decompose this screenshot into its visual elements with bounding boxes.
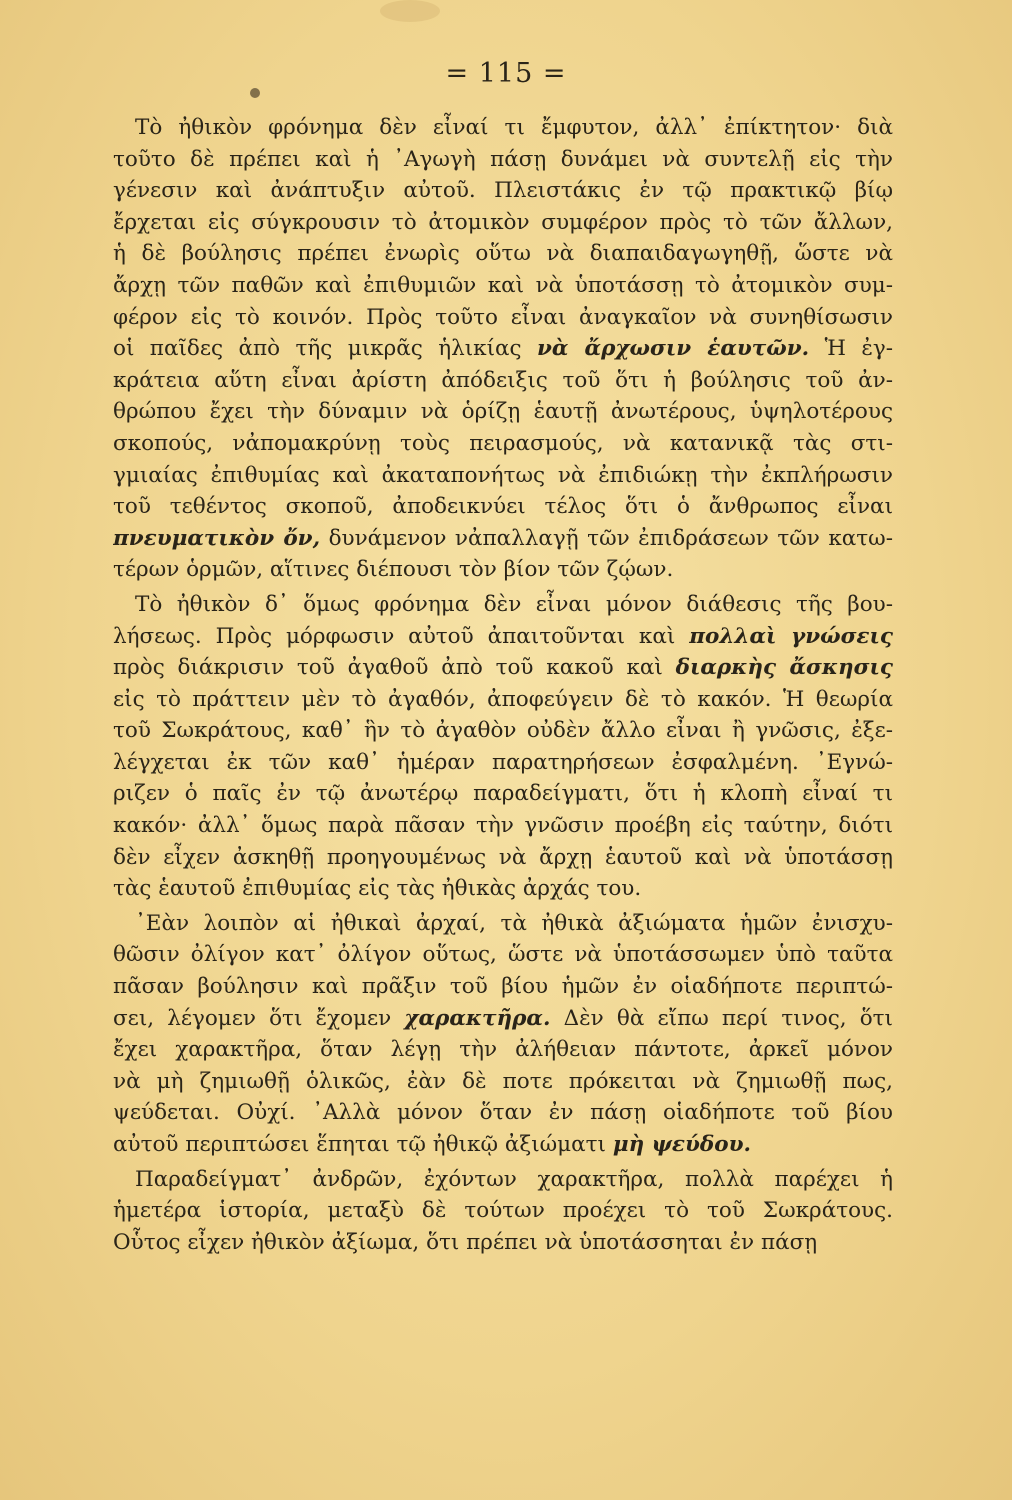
text-line [113,939,893,971]
text-segment: Δὲν θὰ εἴπω περί τινος, ὅτι [550,1005,893,1031]
text-segment: δὲν εἶχεν ἀσκηθῇ προηγουμένως νὰ ἄρχῃ ἑαυτοῦ καὶ νὰ ὑποτάσσῃ [113,844,893,870]
text-line [113,908,893,940]
text-line [113,810,893,842]
paper-stain [380,0,440,22]
paper-stain [250,88,260,98]
text-segment: τὰς ἑαυτοῦ ἐπιθυμίας εἰς τὰς ἠθικὰς ἀρχάς του. [113,876,642,902]
text-line [113,302,893,334]
text-line [113,715,893,747]
text-line [113,1034,893,1066]
text-segment: φέρον εἰς τὸ κοινόν. Πρὸς τοῦτο εἶναι ἀναγκαῖον νὰ συνηθίσωσιν [113,304,893,330]
text-segment: Ἡ ἐγ- [809,336,893,362]
text-segment: σκοπούς, νἀπομακρύνῃ τοὺς πειρασμούς, νὰ κατανικᾷ τὰς στι- [113,430,893,456]
text-line [113,1129,893,1161]
paragraph [113,1164,893,1259]
text-line [113,778,893,810]
text-line [113,207,893,239]
text-segment: ἡμετέρα ἱστορία, μεταξὺ δὲ τούτων προέχει τὸ τοῦ Σωκράτους. [113,1198,893,1224]
text-segment: τοῦτο δὲ πρέπει καὶ ἡ ᾽Αγωγὴ πάσῃ δυνάμει νὰ συντελῇ εἰς τὴν [113,146,893,172]
text-line [113,1195,893,1227]
text-segment: ἔρχεται εἰς σύγκρουσιν τὸ ἀτομικὸν συμφέρον πρὸς τὸ τῶν ἄλλων, [113,209,893,235]
emphasized-text: διαρκὴς ἄσκησις [675,655,893,681]
text-segment: πᾶσαν βούλησιν καὶ πρᾶξιν τοῦ βίου ἡμῶν ἐν οἱαδήποτε περιπτώ- [113,974,893,1000]
text-line [113,589,893,621]
page-number: = 115 = [445,58,567,89]
text-segment: αὐτοῦ περιπτώσει ἕπηται τῷ ἠθικῷ ἀξιώματι [113,1132,613,1157]
text-line [113,428,893,460]
text-line [113,238,893,270]
emphasized-text: πνευματικὸν ὄν, [113,525,321,551]
text-line [113,842,893,874]
text-line [113,554,893,586]
text-segment: θῶσιν ὀλίγον κατ᾽ ὀλίγον οὕτως, ὥστε νὰ ὑποτάσσωμεν ὑπὸ ταῦτα [113,942,893,968]
body-text [113,112,893,1258]
text-segment: ἔχει χαρακτῆρα, ὅταν λέγῃ τὴν ἀλήθειαν πάντοτε, ἀρκεῖ μόνον [113,1037,893,1063]
text-line [113,1097,893,1129]
text-line [113,270,893,302]
text-segment: γένεσιν καὶ ἀνάπτυξιν αὐτοῦ. Πλειστάκις ἐν τῷ πρακτικῷ βίῳ [113,178,893,204]
text-line [113,460,893,492]
text-segment: ᾽Εὰν λοιπὸν αἱ ἠθικαὶ ἀρχαί, τὰ ἠθικὰ ἀξιώματα ἡμῶν ἐνισχυ- [135,910,893,936]
emphasized-text: πολλαὶ γνώσεις [689,623,893,649]
text-line [113,1164,893,1196]
text-segment: Οὗτος εἶχεν ἠθικὸν ἀξίωμα, ὅτι πρέπει νὰ ὑποτάσσηται ἐν πάσῃ [113,1229,818,1255]
text-segment: τέρων ὁρμῶν, αἵτινες διέπουσι τὸν βίον τῶν ζῴων. [113,557,674,583]
text-line [113,523,893,555]
text-line [113,1227,893,1259]
text-segment: κακόν· ἀλλ᾽ ὅμως παρὰ πᾶσαν τὴν γνῶσιν προέβη εἰς ταύτην, διότι [113,813,893,839]
text-line [113,621,893,653]
text-segment: λήσεως. Πρὸς μόρφωσιν αὐτοῦ ἀπαιτοῦνται καὶ [113,623,690,649]
emphasized-text: νὰ ἄρχωσιν ἑαυτῶν. [537,336,810,362]
text-segment: νὰ μὴ ζημιωθῇ ὁλικῶς, ἐὰν δὲ ποτε πρόκειται νὰ ζημιωθῇ πως, [113,1068,893,1094]
text-line [113,684,893,716]
text-line [113,971,893,1003]
text-line [113,1003,893,1035]
text-segment: Τὸ ἠθικὸν φρόνημα δὲν εἶναί τι ἔμφυτον, ἀλλ᾽ ἐπίκτητον· διὰ [135,115,893,140]
text-line [113,396,893,428]
text-line [113,1066,893,1098]
text-line [113,333,893,365]
text-segment: θρώπου ἔχει τὴν δύναμιν νὰ ὁρίζῃ ἑαυτῇ ἀνωτέρους, ὑψηλοτέρους [113,399,893,425]
text-line [113,175,893,207]
text-line [113,144,893,176]
text-line [113,652,893,684]
text-segment: κράτεια αὕτη εἶναι ἀρίστη ἀπόδειξις τοῦ ὅτι ἡ βούλησις τοῦ ἀν- [113,367,893,393]
text-segment: δυνάμενον νἀπαλλαγῇ τῶν ἐπιδράσεων τῶν κατω- [320,525,893,551]
text-segment: λέγχεται ἐκ τῶν καθ᾽ ἡμέραν παρατηρήσεων ἐσφαλμένη. ᾽Εγνώ- [113,749,893,775]
text-line [113,365,893,397]
text-segment: Παραδείγματ᾽ ἀνδρῶν, ἐχόντων χαρακτῆρα, πολλὰ παρέχει ἡ [135,1166,893,1192]
text-line [113,112,893,144]
text-segment: Τὸ ἠθικὸν δ᾽ ὅμως φρόνημα δὲν εἶναι μόνον διάθεσις τῆς βου- [135,591,893,617]
emphasized-text: χαρακτῆρα. [404,1005,551,1031]
text-segment: τοῦ τεθέντος σκοποῦ, ἀποδεικνύει τέλος ὅτι ὁ ἄνθρωπος εἶναι [113,494,893,520]
text-segment: σει, λέγομεν ὅτι ἔχομεν [113,1005,405,1031]
text-line [113,873,893,905]
text-segment: οἱ παῖδες ἀπὸ τῆς μικρᾶς ἡλικίας [113,336,537,362]
text-segment: τοῦ Σωκράτους, καθ᾽ ἣν τὸ ἀγαθὸν οὐδὲν ἄλλο εἶναι ἢ γνῶσις, ἐξε- [113,718,893,744]
paragraph [113,112,893,586]
text-line [113,491,893,523]
text-line [113,747,893,779]
text-segment: ἄρχῃ τῶν παθῶν καὶ ἐπιθυμιῶν καὶ νὰ ὑποτάσσῃ τὸ ἀτομικὸν συμ- [113,272,893,298]
emphasized-text: μὴ ψεύδου. [612,1132,751,1157]
paragraph [113,908,893,1161]
text-segment: ψεύδεται. Οὐχί. ᾽Αλλὰ μόνον ὅταν ἐν πάσῃ οἱαδήποτε τοῦ βίου [113,1100,893,1126]
text-segment: ριζεν ὁ παῖς ἐν τῷ ἀνωτέρῳ παραδείγματι, ὅτι ἡ κλοπὴ εἶναί τι [113,781,893,807]
text-segment: γμιαίας ἐπιθυμίας καὶ ἀκαταπονήτως νὰ ἐπιδιώκῃ τὴν ἐκπλήρωσιν [113,462,893,488]
text-segment: εἰς τὸ πράττειν μὲν τὸ ἀγαθόν, ἀποφεύγειν δὲ τὸ κακόν. Ἡ θεωρία [113,686,893,712]
text-segment: πρὸς διάκρισιν τοῦ ἀγαθοῦ ἀπὸ τοῦ κακοῦ καὶ [113,655,676,681]
text-segment: ἡ δὲ βούλησις πρέπει ἐνωρὶς οὕτω νὰ διαπαιδαγωγηθῇ, ὥστε νὰ [113,241,893,267]
paragraph [113,589,893,905]
